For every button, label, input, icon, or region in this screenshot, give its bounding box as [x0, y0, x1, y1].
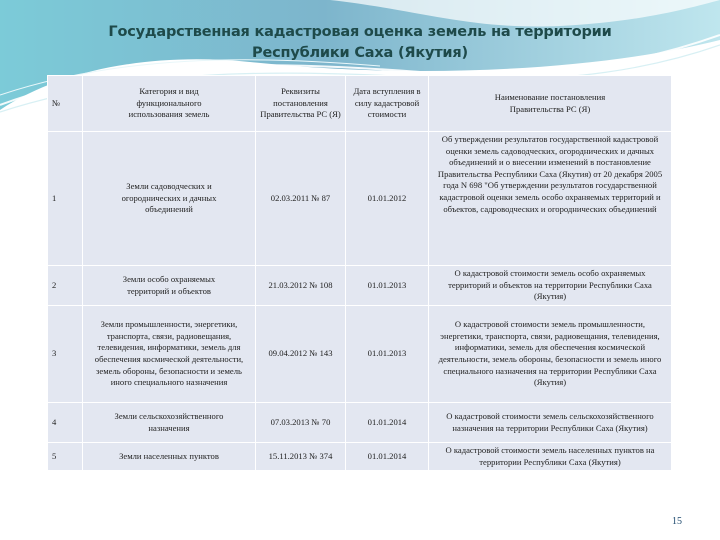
cell-resolution-name: О кадастровой стоимости земель сельскохозяйственного назначения на территории Республики Саха (Якутия) — [429, 403, 672, 443]
cell-resolution-name: Об утверждении результатов государственной кадастровой оценки земель садоводческих, огороднических и дачных объединений и о внесении изменений в постановление Правительства Республики Саха (Якутия) от 20 декабря 2005 года N 698 "Об утверждении результатов государственной кадастровой оценки земель особо охраняемых территорий и объектов, садроводческих и огороднических объединений — [429, 132, 672, 266]
table-row — [48, 306, 672, 403]
cell-category: Земли населенных пунктов — [83, 443, 256, 471]
table-row — [48, 443, 672, 471]
cell-resolution-name: О кадастровой стоимости земель особо охраняемых территорий и объектов на территории Республики Саха (Якутия) — [429, 266, 672, 306]
table-row — [48, 132, 672, 266]
title-line-1: Государственная кадастровая оценка земель на территории — [108, 24, 612, 40]
cell-category: Земли сельскохозяйственного назначения — [83, 403, 256, 443]
cell-effective-date: 01.01.2012 — [346, 132, 429, 266]
cell-effective-date: 01.01.2014 — [346, 403, 429, 443]
header-category: Категория и вид функционального использования земель — [83, 76, 256, 132]
cell-requisites: 07.03.2013 № 70 — [256, 403, 346, 443]
cell-number: 3 — [48, 306, 83, 403]
cell-category: Земли особо охраняемых территорий и объектов — [83, 266, 256, 306]
cell-requisites: 21.03.2012 № 108 — [256, 266, 346, 306]
cell-number: 1 — [48, 132, 83, 266]
header-resolution-name: Наименование постановления Правительства РС (Я) — [429, 76, 672, 132]
cadastral-valuation-table — [47, 75, 672, 471]
cell-number: 5 — [48, 443, 83, 471]
slide-title — [0, 22, 720, 64]
table-header-row — [48, 76, 672, 132]
header-effective-date: Дата вступления в силу кадастровой стоимости — [346, 76, 429, 132]
cell-category: Земли промышленности, энергетики, транспорта, связи, радиовещания, телевидения, информатики, земель для обеспечения космической деятельности, земель обороны, безопасности и земель иного специального назначения — [83, 306, 256, 403]
cell-effective-date: 01.01.2013 — [346, 266, 429, 306]
cell-requisites: 02.03.2011 № 87 — [256, 132, 346, 266]
title-line-2: Республики Саха (Якутия) — [252, 45, 468, 61]
cell-requisites: 09.04.2012 № 143 — [256, 306, 346, 403]
cell-resolution-name: О кадастровой стоимости земель промышленности, энергетики, транспорта, связи, радиовещания, телевидения, информатики, земель для обеспечения космической деятельности, земель обороны, безопасности и земель иного специального назначения на территории Республики Саха (Якутия) — [429, 306, 672, 403]
cell-number: 4 — [48, 403, 83, 443]
header-number: № — [48, 76, 83, 132]
page-number: 15 — [672, 516, 682, 527]
cell-effective-date: 01.01.2014 — [346, 443, 429, 471]
cell-resolution-name: О кадастровой стоимости земель населенных пунктов на территории Республики Саха (Якутия) — [429, 443, 672, 471]
cell-category: Земли садоводческих и огороднических и дачных объединений — [83, 132, 256, 266]
header-requisites: Реквизиты постановления Правительства РС (Я) — [256, 76, 346, 132]
table-row — [48, 266, 672, 306]
table-row — [48, 403, 672, 443]
cell-effective-date: 01.01.2013 — [346, 306, 429, 403]
cell-number: 2 — [48, 266, 83, 306]
cell-requisites: 15.11.2013 № 374 — [256, 443, 346, 471]
